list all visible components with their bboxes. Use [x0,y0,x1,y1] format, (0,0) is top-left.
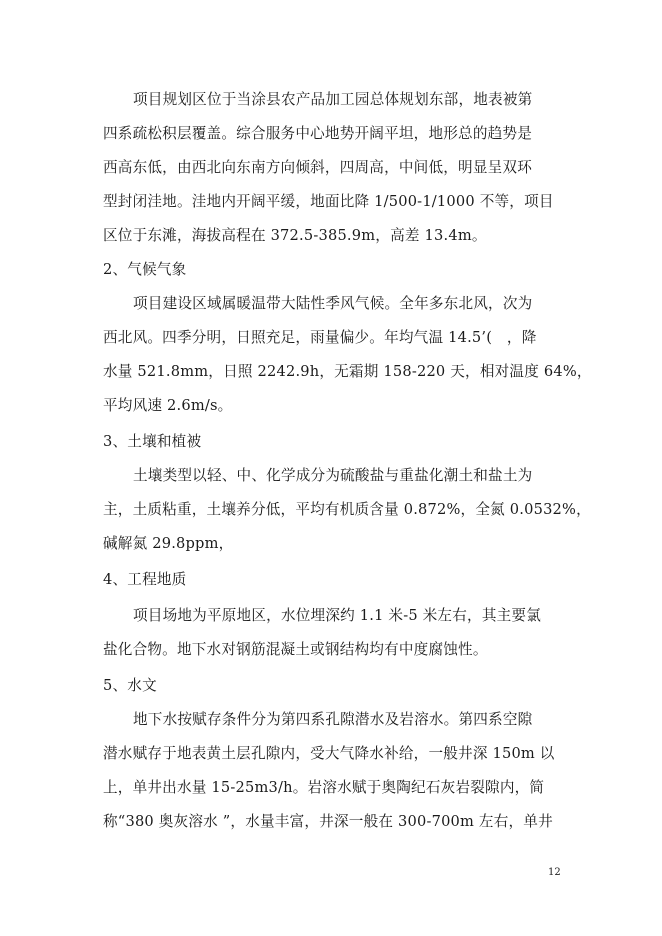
text-line: 西北风。四季分明，日照充足，雨量偏少。年均气温 14.5’( ，降 [103,329,537,346]
text-line: 项目规划区位于当涂县农产品加工园总体规划东部，地表被第 [133,91,533,108]
text-line: 水量 521.8mm，日照 2242.9h，无霜期 158-220 天，相对温度 64%， [103,363,592,380]
text-line: 型封闭洼地。洼地内开阔平缓，地面比降 1/500-1/1000 不等，项目 [103,193,554,210]
text-line: 土壤类型以轻、中、化学成分为硫酸盐与重盐化潮土和盐土为 [133,467,533,484]
text-line: 地下水按赋存条件分为第四系孔隙潜水及岩溶水。第四系空隙 [133,711,533,728]
section-heading: 4、工程地质 [103,571,187,588]
text-line: 项目场地为平原地区，水位埋深约 1.1 米-5 米左右，其主要氯 [133,607,541,624]
text-line: 西高东低，由西北向东南方向倾斜，四周高，中间低，明显呈双环 [103,159,533,176]
page-number: 12 [548,867,561,878]
text-line: 称“380 奥灰溶水 ”，水量丰富，井深一般在 300-700m 左右，单井 [103,813,553,830]
text-line: 区位于东滩，海拔高程在 372.5-385.9m，高差 13.4m。 [103,227,487,244]
text-line: 碱解氮 29.8ppm， [103,535,234,552]
text-line: 潜水赋存于地表黄土层孔隙内，受大气降水补给，一般井深 150m 以 [103,745,555,762]
section-heading: 5、水文 [103,677,157,694]
text-line: 四系疏松积层覆盖。综合服务中心地势开阔平坦，地形总的趋势是 [103,125,533,142]
section-heading: 3、土壤和植被 [103,433,202,450]
text-line: 上，单井出水量 15-25m3/h。岩溶水赋于奥陶纪石灰岩裂隙内，简 [103,779,545,796]
text-line: 盐化合物。地下水对钢筋混凝土或钢结构均有中度腐蚀性。 [103,641,488,658]
text-line: 项目建设区域属暖温带大陆性季风气候。全年多东北风，次为 [133,295,533,312]
text-line: 主，土质粘重，土壤养分低，平均有机质含量 0.872%，全氮 0.0532%， [103,501,591,518]
text-line: 平均风速 2.6m/s。 [103,397,233,414]
section-heading: 2、气候气象 [103,261,187,278]
